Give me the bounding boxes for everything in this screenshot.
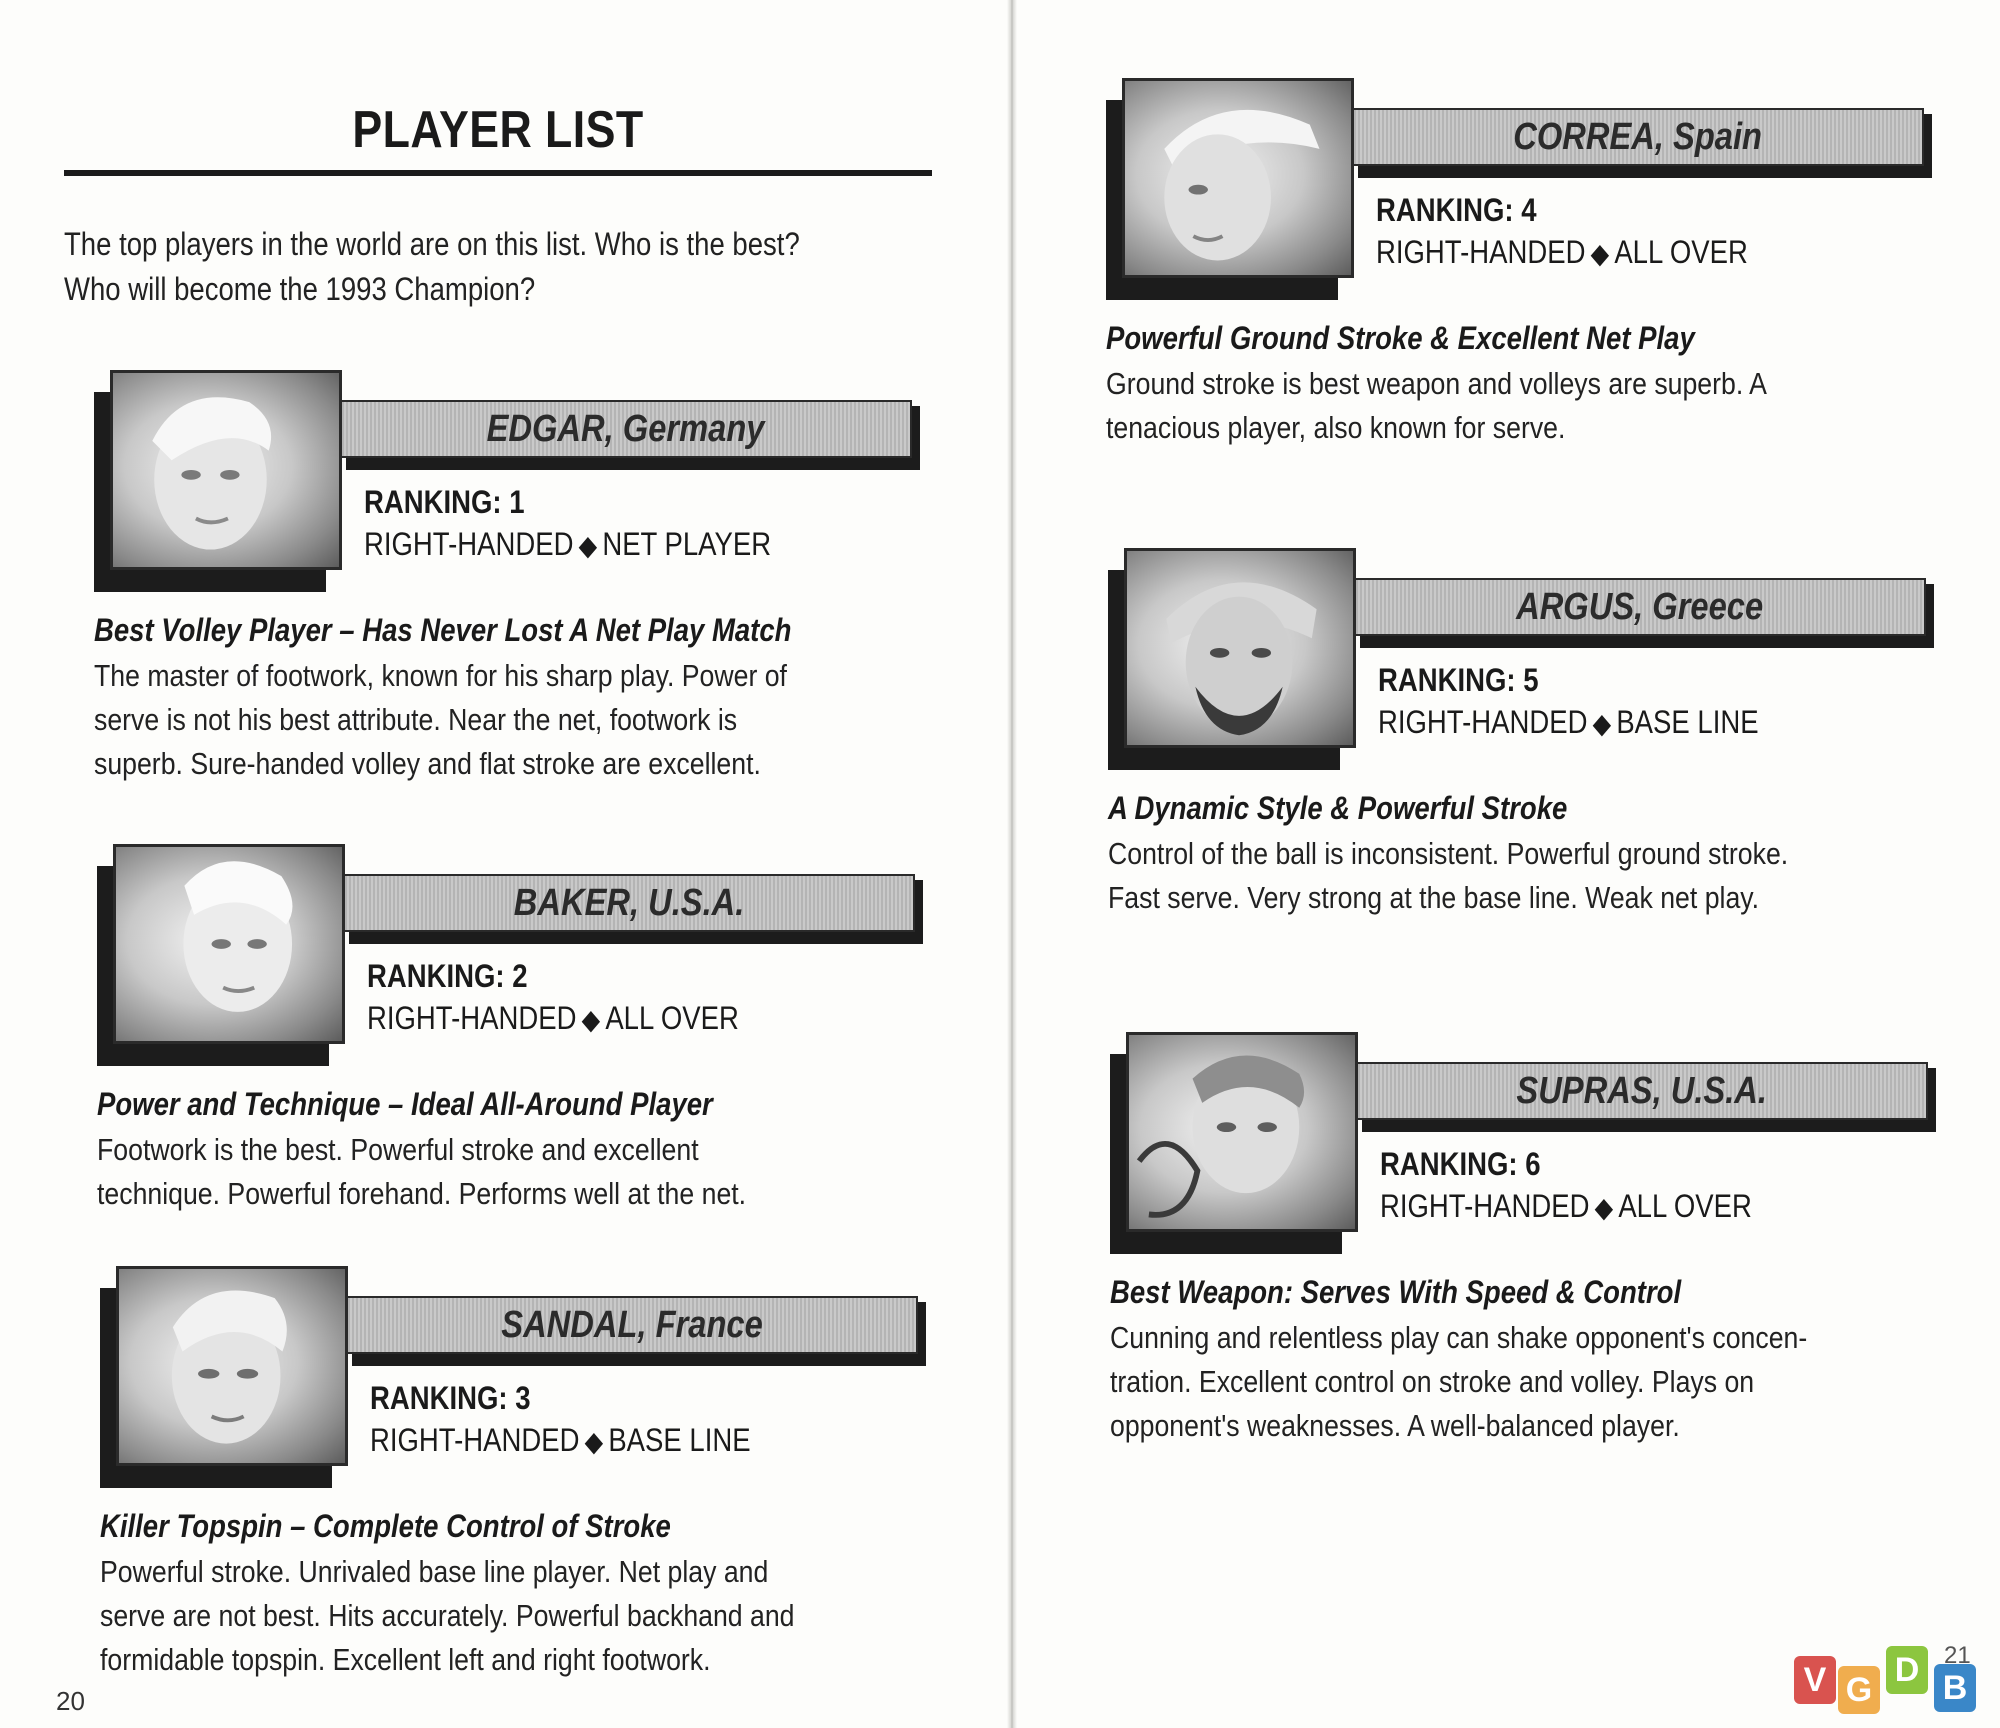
player-card-supras (1110, 1032, 1940, 1443)
player-name: EDGAR, Germany (487, 407, 765, 450)
desc-line: Ground stroke is best weapon and volleys are superb. A (1106, 366, 1767, 401)
player-photo (113, 844, 345, 1044)
player-hand: RIGHT-HANDED (1376, 234, 1586, 270)
page-title: PLAYER LIST (352, 101, 644, 159)
player-name: CORREA, Spain (1513, 115, 1763, 158)
player-hand: RIGHT-HANDED (367, 1000, 577, 1036)
desc-line: tenacious player, also known for serve. (1106, 410, 1566, 445)
player-card-edgar (94, 370, 924, 781)
player-name-bar (1356, 1062, 1928, 1120)
right-page (1012, 0, 2000, 1728)
player-description (1106, 362, 1966, 450)
desc-line: Footwork is the best. Powerful stroke and excellent (97, 1132, 699, 1167)
desc-line: Powerful stroke. Unrivaled base line player. Net play and (100, 1554, 769, 1589)
player-ranking: RANKING: 1 (364, 484, 525, 520)
player-hand: RIGHT-HANDED (370, 1422, 580, 1458)
page-number-right: 21 (1944, 1642, 1971, 1669)
desc-line: opponent's weaknesses. A well-balanced player. (1110, 1408, 1680, 1443)
desc-line: Fast serve. Very strong at the base line. Weak net play. (1108, 880, 1760, 915)
player-card-sandal (100, 1266, 930, 1677)
player-description (1108, 832, 1968, 920)
player-position: BASE LINE (608, 1422, 751, 1458)
player-headline: Best Weapon: Serves With Speed & Control (1110, 1274, 1682, 1310)
player-card-baker (97, 844, 927, 1244)
player-headline: Powerful Ground Stroke & Excellent Net Play (1106, 320, 1695, 356)
player-name: ARGUS, Greece (1516, 585, 1764, 628)
player-ranking: RANKING: 4 (1376, 192, 1537, 228)
diamond-icon: ◆ (1594, 1192, 1614, 1223)
player-style (1376, 234, 1748, 271)
vgdb-watermark (1794, 1640, 1988, 1724)
player-photo (1126, 1032, 1358, 1232)
desc-line: serve are not best. Hits accurately. Powerful backhand and (100, 1598, 795, 1633)
player-position: ALL OVER (1618, 1188, 1752, 1224)
player-style (1380, 1188, 1752, 1225)
player-photo (110, 370, 342, 570)
player-position: ALL OVER (605, 1000, 739, 1036)
desc-line: tration. Excellent control on stroke and volley. Plays on (1110, 1364, 1755, 1399)
desc-line: formidable topspin. Excellent left and right footwork. (100, 1642, 711, 1677)
desc-line: technique. Powerful forehand. Performs well at the net. (97, 1176, 747, 1211)
player-description (94, 654, 954, 786)
player-ranking: RANKING: 3 (370, 1380, 531, 1416)
player-position: ALL OVER (1614, 234, 1748, 270)
diamond-icon: ◆ (1590, 238, 1610, 269)
intro-line: The top players in the world are on this list. Who is the best? (64, 226, 800, 262)
player-name: BAKER, U.S.A. (513, 881, 745, 924)
player-name-bar (1354, 578, 1926, 636)
player-style (1378, 704, 1759, 741)
player-ranking: RANKING: 6 (1380, 1146, 1541, 1182)
intro-line: Who will become the 1993 Champion? (64, 271, 536, 307)
player-hand: RIGHT-HANDED (1378, 704, 1588, 740)
watermark-tile-v: V (1794, 1656, 1836, 1704)
watermark-tile-d: D (1886, 1646, 1928, 1694)
player-headline: Killer Topspin – Complete Control of Stroke (100, 1508, 671, 1544)
watermark-tile-b: B (1934, 1664, 1976, 1712)
player-name: SUPRAS, U.S.A. (1516, 1069, 1768, 1112)
desc-line: The master of footwork, known for his sharp play. Power of (94, 658, 787, 693)
player-name-bar (1352, 108, 1924, 166)
player-ranking: RANKING: 5 (1378, 662, 1539, 698)
diamond-icon: ◆ (581, 1004, 601, 1035)
player-face-icon (116, 847, 342, 1041)
title-rule (64, 170, 932, 176)
desc-line: superb. Sure-handed volley and flat stroke are excellent. (94, 746, 761, 781)
desc-line: Cunning and relentless play can shake opponent's concen- (1110, 1320, 1808, 1355)
player-photo (116, 1266, 348, 1466)
player-name-bar (346, 1296, 918, 1354)
player-face-icon (113, 373, 339, 567)
player-face-icon (1129, 1035, 1355, 1229)
player-photo (1124, 548, 1356, 748)
player-name-bar (343, 874, 915, 932)
player-card-correa (1106, 78, 1936, 478)
player-headline: Power and Technique – Ideal All-Around Player (97, 1086, 713, 1122)
player-ranking: RANKING: 2 (367, 958, 528, 994)
player-face-icon (1127, 551, 1353, 745)
player-photo (1122, 78, 1354, 278)
player-position: NET PLAYER (602, 526, 772, 562)
player-hand: RIGHT-HANDED (1380, 1188, 1590, 1224)
player-card-argus (1108, 548, 1938, 948)
diamond-icon: ◆ (1592, 708, 1612, 739)
player-name: SANDAL, France (501, 1303, 763, 1346)
player-description (1110, 1316, 1970, 1448)
desc-line: Control of the ball is inconsistent. Powerful ground stroke. (1108, 836, 1789, 871)
player-name-bar (340, 400, 912, 458)
player-hand: RIGHT-HANDED (364, 526, 574, 562)
desc-line: serve is not his best attribute. Near the net, footwork is (94, 702, 738, 737)
player-headline: A Dynamic Style & Powerful Stroke (1108, 790, 1568, 826)
player-style (370, 1422, 751, 1459)
player-description (97, 1128, 957, 1216)
intro-text (64, 222, 821, 312)
player-face-icon (119, 1269, 345, 1463)
player-style (364, 526, 771, 563)
diamond-icon: ◆ (584, 1426, 604, 1457)
page-number-left: 20 (56, 1686, 85, 1716)
player-description (100, 1550, 960, 1682)
player-position: BASE LINE (1616, 704, 1759, 740)
player-face-icon (1125, 81, 1351, 275)
player-style (367, 1000, 739, 1037)
watermark-tile-g: G (1838, 1666, 1880, 1714)
player-headline: Best Volley Player – Has Never Lost A Net Play Match (94, 612, 792, 648)
diamond-icon: ◆ (578, 530, 598, 561)
